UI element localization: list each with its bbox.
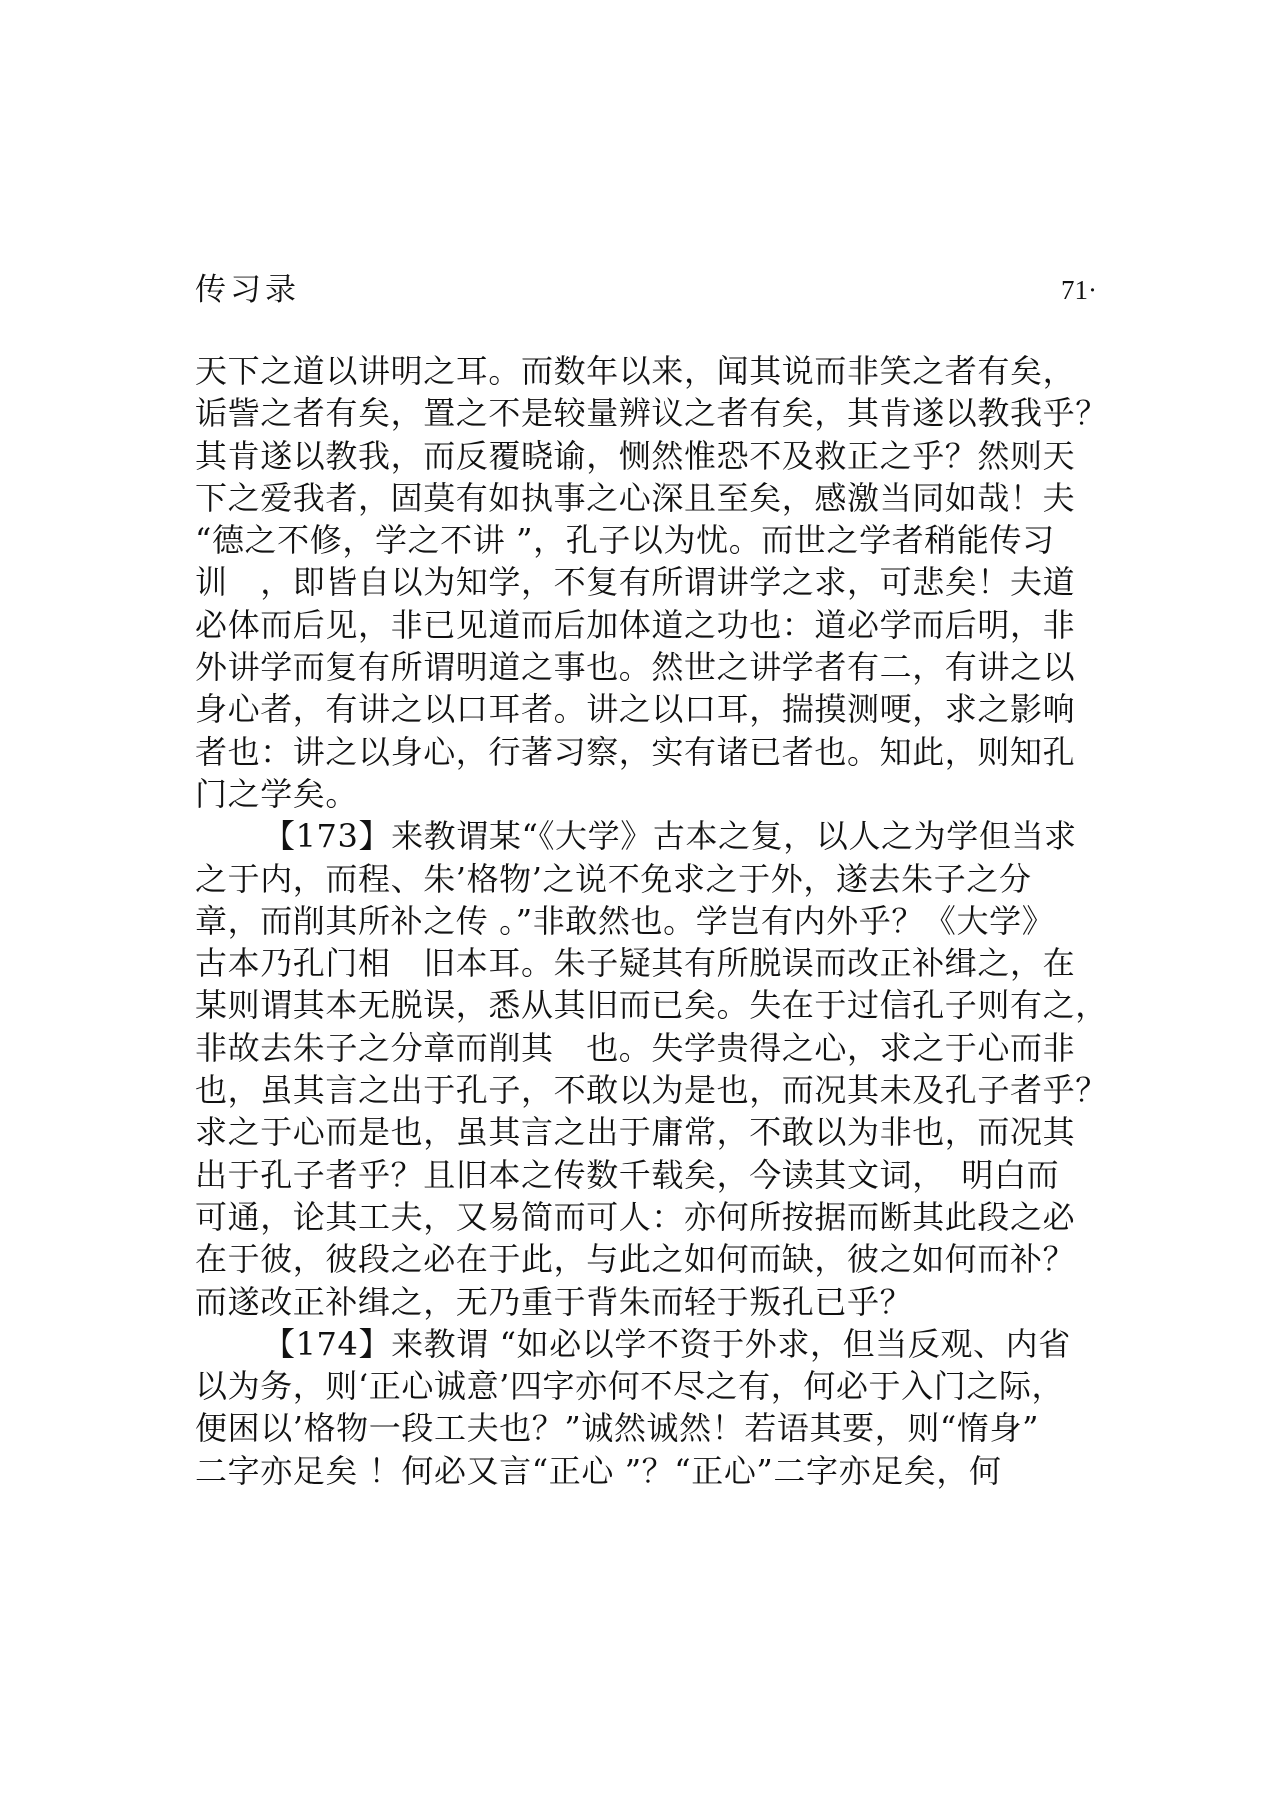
text-line: 某则谓其本无脱误，悉从其旧而已矣。失在于过信孔子则有之， <box>195 986 1108 1025</box>
text-line: 二字亦足矣 ！何必又言“正心 ”？“正心”二字亦足矣，何 <box>195 1451 1002 1490</box>
page-number: 71· <box>1061 275 1097 305</box>
text-line: 章，而削其所补之传 。”非敢然也。学岂有内外乎？《大学》 <box>195 901 1055 940</box>
text-line: 必体而后见，非已见道而后加体道之功也：道必学而后明，非 <box>195 605 1076 644</box>
text-line: 在于彼，彼段之必在于此，与此之如何而缺，彼之如何而补？ <box>195 1240 1076 1279</box>
text-line: “德之不修，学之不讲 ”，孔子以为忧。而世之学者稍能传习 <box>195 521 1055 560</box>
text-line: 也，虽其言之出于孔子，不敢以为是也，而况其未及孔子者乎？ <box>195 1071 1108 1110</box>
text-line: 以为务，则‘正心诚意’四字亦何不尽之有，何必于入门之际， <box>195 1367 1065 1406</box>
text-line: 求之于心而是也，虽其言之出于庸常，不敢以为非也，而况其 <box>195 1113 1076 1152</box>
text-line: 而遂改正补缉之，无乃重于背朱而轻于叛孔已乎？ <box>195 1282 913 1321</box>
text-line: 诟訾之者有矣，置之不是较量辨议之者有矣，其肯遂以教我乎？ <box>195 394 1108 433</box>
text-line: 训 ，即皆自以为知学，不复有所谓讲学之求，可悲矣！夫道 <box>195 563 1076 602</box>
text-line: 古本乃孔门相 旧本耳。朱子疑其有所脱误而改正补缉之，在 <box>195 944 1076 983</box>
text-line: 者也：讲之以身心，行著习察，实有诸已者也。知此，则知孔 <box>195 732 1076 771</box>
text-line: 外讲学而复有所谓明道之事也。然世之讲学者有二，有讲之以 <box>195 648 1076 687</box>
text-line: 之于内，而程、朱’格物’之说不免求之于外，遂去朱子之分 <box>195 859 1032 898</box>
text-line: 其肯遂以教我，而反覆晓谕，恻然惟恐不及救正之乎？然则天 <box>195 436 1076 475</box>
text-line: 便困以’格物一段工夫也？”诚然诚然！若语其要，则“惰身” <box>195 1409 1040 1448</box>
text-line: 出于孔子者乎？且旧本之传数千载矣，今读其文词， 明白而 <box>195 1155 1060 1194</box>
text-line: 天下之道以讲明之耳。而数年以来，闻其说而非笑之者有矣， <box>195 352 1076 390</box>
text-line: 下之爱我者，固莫有如执事之心深且至矣，感激当同如哉！夫 <box>195 478 1076 517</box>
text-line: 身心者，有讲之以口耳者。讲之以口耳，揣摸测哽，求之影响 <box>195 690 1076 729</box>
text-line: 非故去朱子之分章而削其 也。失学贵得之心，求之于心而非 <box>195 1028 1076 1067</box>
text-line: 可通，论其工夫，又易简而可人：亦何所按据而断其此段之必 <box>195 1197 1076 1236</box>
text-line: 【173】来教谓某“《大学》古本之复，以人之为学但当求 <box>263 817 1077 856</box>
book-title: 传习录 <box>195 272 300 308</box>
text-line: 门之学矣。 <box>195 774 359 813</box>
text-line: 【174】来教谓 “如必以学不资于外求，但当反观、内省 <box>263 1324 1071 1363</box>
running-header <box>195 268 1097 312</box>
body-text <box>195 350 1115 1492</box>
